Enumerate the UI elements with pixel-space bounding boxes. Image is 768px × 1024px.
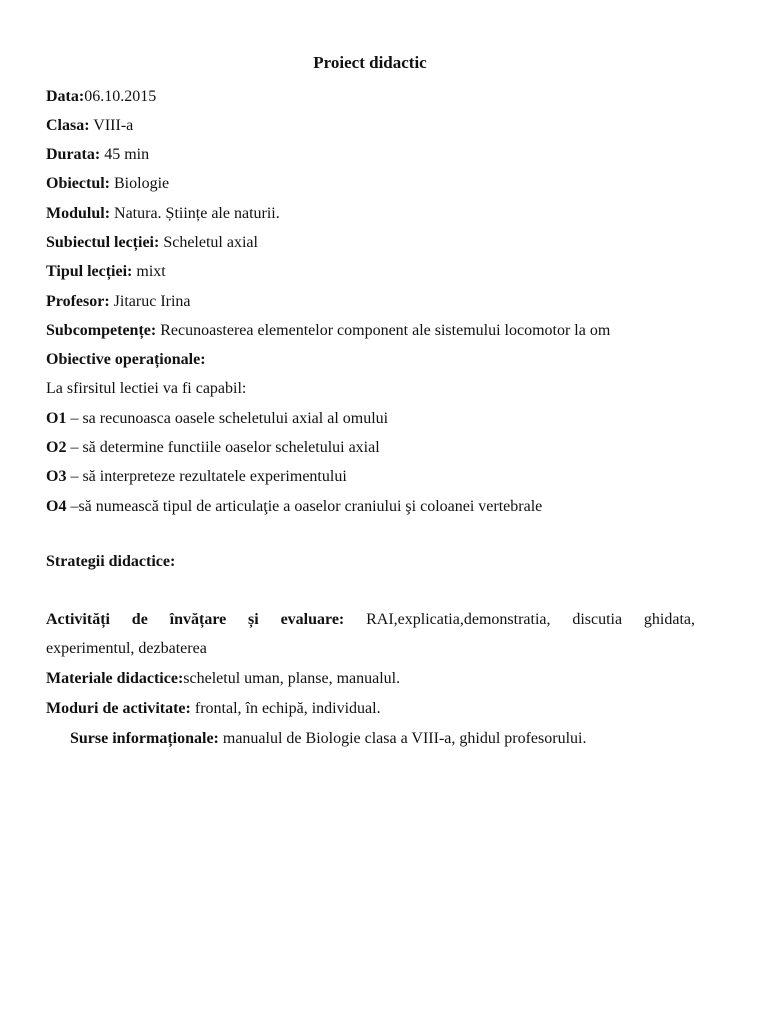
- field-subiectul: [46, 233, 258, 253]
- field-modulul-value: Natura. Științe ale naturii.: [114, 205, 280, 222]
- field-durata-label: Durata:: [46, 146, 101, 163]
- field-data-value: 06.10.2015: [84, 88, 157, 105]
- moduri-label: Moduri de activitate:: [46, 700, 191, 717]
- field-modulul: [46, 204, 280, 224]
- materiale-label: Materiale didactice:: [46, 670, 184, 687]
- field-clasa: [46, 116, 133, 136]
- field-clasa-label: Clasa:: [46, 117, 90, 134]
- objective-o4-code: O4: [46, 498, 67, 515]
- objective-o1: [46, 409, 388, 429]
- field-clasa-value: VIII-a: [93, 117, 134, 134]
- field-subcompetente-label: Subcompetențe:: [46, 322, 157, 339]
- surse-value: manualul de Biologie clasa a VIII-a, ghidul profesorului.: [222, 730, 587, 747]
- field-subcompetente: [46, 321, 610, 341]
- surse-label: Surse informaționale:: [70, 730, 219, 747]
- objective-o2-code: O2: [46, 439, 67, 456]
- objective-o2: [46, 438, 380, 458]
- strategii-label: Strategii didactice:: [46, 553, 176, 570]
- field-profesor: [46, 292, 191, 312]
- materiale-value: scheletul uman, planse, manualul.: [183, 670, 401, 687]
- moduri-value: frontal, în echipă, individual.: [194, 700, 381, 717]
- field-tipul-label: Tipul lecției:: [46, 263, 133, 280]
- field-obiectul-label: Obiectul:: [46, 175, 110, 192]
- activitati-value-line2: experimentul, dezbaterea: [46, 640, 207, 657]
- objective-o3-text: – să interpreteze rezultatele experimentului: [66, 468, 347, 485]
- field-subiectul-value: Scheletul axial: [163, 234, 258, 251]
- objective-o2-text: – să determine functiile oaselor scheletului axial: [66, 439, 380, 456]
- document-title: Proiect didactic: [313, 53, 427, 72]
- field-obiectul-value: Biologie: [114, 175, 170, 192]
- surse: [70, 729, 586, 749]
- activitati-label: Activități de învățare și evaluare:: [46, 611, 345, 628]
- field-subiectul-label: Subiectul lecției:: [46, 234, 160, 251]
- objective-o4-text: –să numească tipul de articulaţie a oaselor craniului şi coloanei vertebrale: [66, 498, 543, 515]
- field-data: [46, 87, 156, 107]
- field-tipul: [46, 262, 166, 282]
- objective-o4: [46, 497, 542, 517]
- field-subcompetente-value: Recunoasterea elementelor component ale sistemului locomotor la om: [160, 322, 611, 339]
- objective-o3-code: O3: [46, 468, 67, 485]
- activitati-value-line1: RAI,explicatia,demonstratia, discutia ghidata,: [366, 611, 696, 628]
- activitati-line1: [46, 610, 695, 630]
- obiective-heading: Obiective operaționale:: [46, 351, 206, 368]
- obiective-intro: La sfirsitul lectiei va fi capabil:: [46, 380, 247, 397]
- field-tipul-value: mixt: [136, 263, 166, 280]
- field-data-label: Data:: [46, 88, 85, 105]
- field-modulul-label: Modulul:: [46, 205, 111, 222]
- objective-o3: [46, 467, 347, 487]
- materiale: [46, 669, 400, 689]
- objective-o1-code: O1: [46, 410, 67, 427]
- field-obiectul: [46, 174, 169, 194]
- field-durata: [46, 145, 149, 165]
- field-durata-value: 45 min: [104, 146, 150, 163]
- moduri: [46, 699, 381, 719]
- field-profesor-label: Profesor:: [46, 293, 110, 310]
- field-profesor-value: Jitaruc Irina: [113, 293, 191, 310]
- objective-o1-text: – sa recunoasca oasele scheletului axial al omului: [66, 410, 389, 427]
